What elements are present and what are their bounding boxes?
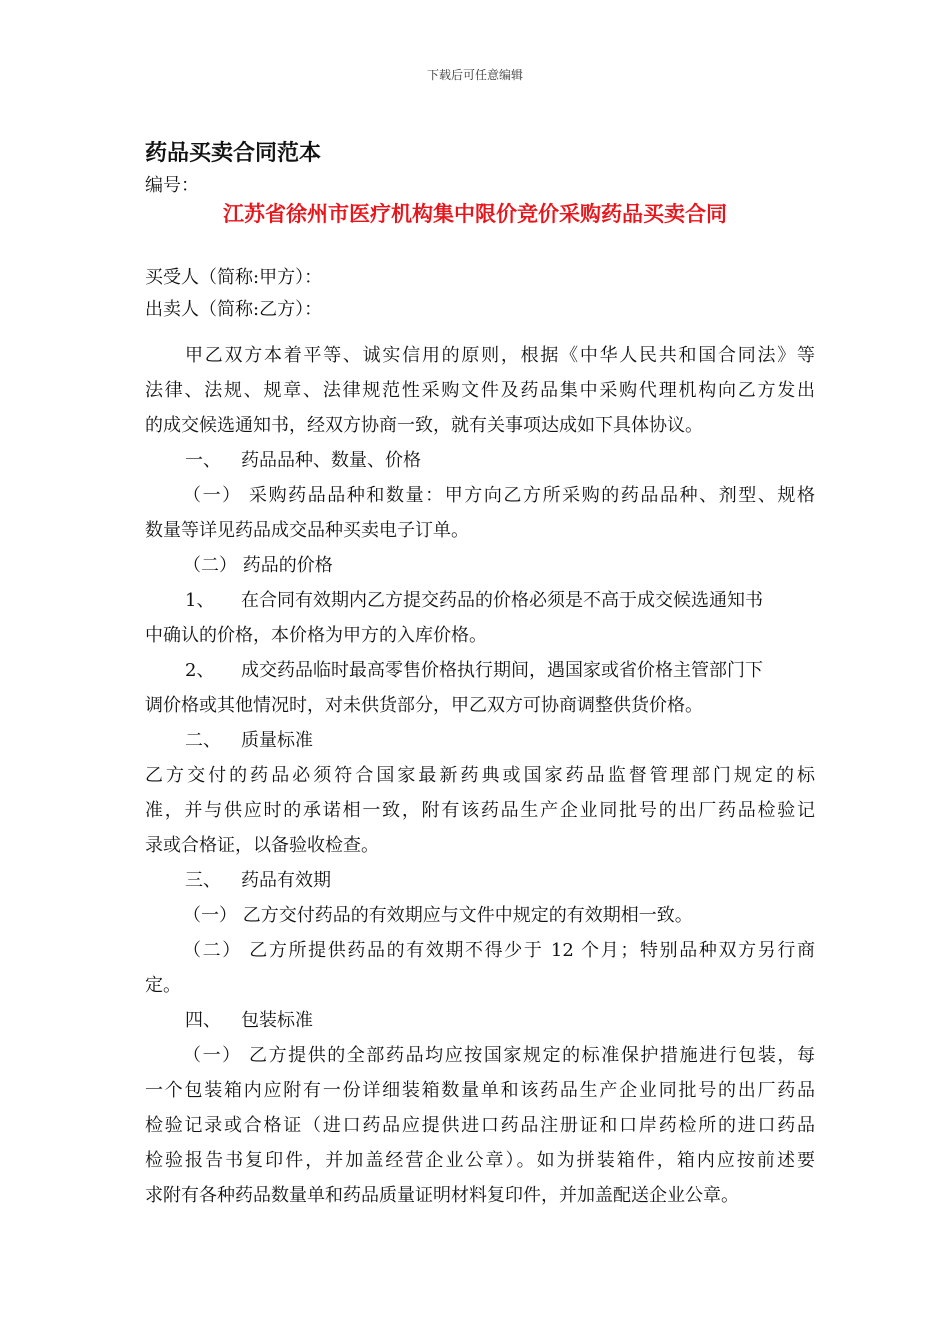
section-4-item-1-line: （一） 乙方提供的全部药品均应按国家规定的标准保护措施进行包装，每 (183, 1045, 815, 1066)
para-text: 在合同有效期内乙方提交药品的价格必须是不高于成交候选通知书 (241, 590, 763, 611)
section-number: 四、 (185, 1010, 221, 1031)
section-3-item-1: （一） 乙方交付药品的有效期应与文件中规定的有效期相一致。 (183, 905, 693, 926)
section-2-heading (145, 729, 815, 753)
intro-line: 法律、法规、规章、法律规范性采购文件及药品集中采购代理机构向乙方发出 (145, 380, 815, 401)
intro-line: 的成交候选通知书，经双方协商一致，就有关事项达成如下具体协议。 (145, 415, 703, 436)
section-title: 药品品种、数量、价格 (241, 450, 421, 471)
seller-label: 出卖人（简称:乙方）： (145, 299, 323, 320)
section-2-body-line: 乙方交付的药品必须符合国家最新药典或国家药品监督管理部门规定的标 (145, 765, 815, 786)
serial-label: 编号： (145, 175, 199, 196)
section-number: 一、 (185, 450, 221, 471)
contract-title: 江苏省徐州市医疗机构集中限价竞价采购药品买卖合同 (223, 202, 727, 226)
section-1-heading (145, 449, 815, 473)
section-3-item-2-line: （二） 乙方所提供药品的有效期不得少于 12 个月；特别品种双方另行商 (183, 940, 815, 961)
section-4-item-1-line: 一个包装箱内应附有一份详细装箱数量单和该药品生产企业同批号的出厂药品 (145, 1080, 815, 1101)
section-2-body-line: 准，并与供应时的承诺相一致，附有该药品生产企业同批号的出厂药品检验记 (145, 800, 815, 821)
intro-line: 甲乙双方本着平等、诚实信用的原则，根据《中华人民共和国合同法》等 (185, 345, 815, 366)
para-text: 成交药品临时最高零售价格执行期间，遇国家或省价格主管部门下 (241, 660, 763, 681)
section-title: 包装标准 (241, 1010, 313, 1031)
para-number: 1、 (185, 590, 215, 611)
section-1-item-1-line: （一） 采购药品品种和数量：甲方向乙方所采购的药品品种、剂型、规格 (183, 485, 815, 506)
section-4-item-1-line: 检验记录或合格证（进口药品应提供进口药品注册证和口岸药检所的进口药品 (145, 1115, 815, 1136)
section-1-para-1-cont: 中确认的价格，本价格为甲方的入库价格。 (145, 625, 487, 646)
para-number: 2、 (185, 660, 215, 681)
section-number: 二、 (185, 730, 221, 751)
section-title: 药品有效期 (241, 870, 331, 891)
section-1-para-2-cont: 调价格或其他情况时，对未供货部分，甲乙双方可协商调整供货价格。 (145, 695, 703, 716)
section-4-item-1-line: 求附有各种药品数量单和药品质量证明材料复印件，并加盖配送企业公章。 (145, 1185, 739, 1206)
section-title: 质量标准 (241, 730, 313, 751)
section-4-item-1-line: 检验报告书复印件，并加盖经营企业公章）。如为拼装箱件，箱内应按前述要 (145, 1150, 815, 1171)
section-4-heading (145, 1009, 815, 1033)
section-3-item-2-line: 定。 (145, 975, 181, 996)
section-2-body-line: 录或合格证，以备验收检查。 (145, 835, 379, 856)
document-title: 药品买卖合同范本 (145, 141, 322, 166)
section-number: 三、 (185, 870, 221, 891)
section-3-heading (145, 869, 815, 893)
buyer-label: 买受人（简称:甲方）： (145, 267, 323, 288)
section-1-para-1 (145, 589, 815, 613)
section-1-para-2 (145, 659, 815, 683)
section-1-item-2: （二） 药品的价格 (183, 555, 333, 576)
page-header-note: 下载后可任意编辑 (426, 68, 523, 82)
section-1-item-1-line: 数量等详见药品成交品种买卖电子订单。 (145, 520, 469, 541)
